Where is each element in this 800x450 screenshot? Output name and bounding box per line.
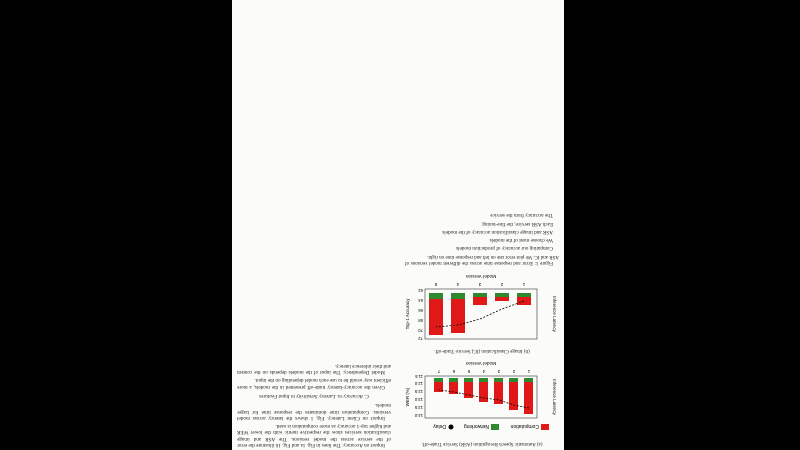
figure-b: [405, 268, 559, 352]
bar-b-net-3: [473, 293, 487, 297]
x-tick-a-4: 4: [482, 369, 486, 374]
bar-b-net-2: [495, 293, 509, 297]
section-heading-c: C. Accuracy vs. Latency Sensitivity to Input Features: [259, 392, 369, 399]
figure-a-title: (a) Automatic Speech Recognition (ASR) Service Trade-off.: [421, 441, 543, 446]
figure-b-ylabel: Inference Latency: [552, 295, 557, 332]
y2-tick-a-4: 12.5: [414, 389, 423, 394]
figure-1-caption: Figure 1: Error and response time across the different model versions of ASR and IC. We plot error rate on left and response time on right.: [405, 254, 559, 266]
left-paragraph-1: Comparing our accuracy of production models: [456, 245, 553, 252]
paper-page: [232, 0, 564, 450]
x-tick-a-3: 3: [497, 369, 501, 374]
x-tick-b-5: 5: [434, 281, 438, 287]
y2-tick-b-2: 64: [418, 297, 423, 303]
bar-a-5: [464, 380, 473, 398]
x-tick-b-3: 3: [478, 281, 482, 287]
legend-computation-swatch: [541, 424, 549, 430]
left-column: [405, 210, 559, 448]
bar-a-net-5: [464, 378, 473, 382]
left-paragraph-4: Each ASR service, the fine-tuning: [482, 220, 553, 227]
y2-tick-a-3: 13.0: [414, 397, 423, 402]
left-paragraph-3: ASR and image classification accuracy of the models: [442, 228, 553, 235]
legend-networking-label: Networking: [463, 423, 489, 429]
legend-delay-label: Delay: [433, 423, 446, 429]
bar-a-net-2: [509, 378, 518, 382]
figure-b-y2-ticks: [418, 288, 423, 341]
bar-a-net-7: [434, 378, 443, 382]
x-tick-b-2: 2: [500, 281, 504, 287]
figure-b-y2label: Top-1 Accuracy: [405, 298, 410, 330]
rotated-page-content: [232, 0, 564, 450]
right-column: [237, 360, 391, 448]
right-paragraph-1: Impact on Accuracy. The lines in Fig. 1a and Fig. 1b illustrate the error of the service across the model versions. The ASR and image classification services show the respective metric with the lower WER and higher top-1 accuracy as more computation is used.: [237, 423, 391, 448]
bar-a-net-6: [449, 378, 458, 382]
y2-tick-b-4: 68: [418, 317, 423, 323]
right-paragraph-3: Given the accuracy-latency trade-off presented in the models, a more efficient way would be to use each model depending on the input.: [237, 377, 391, 390]
y2-tick-b-3: 66: [418, 307, 423, 313]
bar-b-net-1: [517, 293, 531, 297]
y2-tick-a-2: 13.5: [414, 405, 423, 410]
bar-a-3: [494, 380, 503, 404]
x-tick-a-7: 7: [437, 369, 441, 374]
figure-a-y2-ticks: [414, 374, 423, 418]
x-tick-a-2: 2: [512, 369, 516, 374]
left-paragraph-2: We choose most of the models: [489, 237, 553, 244]
bar-a-net-3: [494, 378, 503, 382]
bar-b-net-4: [451, 293, 465, 299]
figure-a: [405, 356, 559, 446]
figure-b-title: (b) Image Classification (IC) Service Trade-off.: [434, 347, 530, 353]
left-paragraph-5: The accuracy from the service: [490, 212, 553, 219]
x-tick-a-5: 5: [467, 369, 471, 374]
x-tick-b-1: 1: [522, 281, 526, 287]
y2-tick-a-6: 11.5: [415, 374, 423, 379]
bar-a-net-1: [524, 378, 533, 382]
bar-b-5: [429, 295, 443, 335]
figure-a-xlabel: Model Version: [465, 360, 497, 365]
figure-a-y2label: WER (%): [405, 387, 410, 407]
bar-a-1: [524, 380, 533, 414]
figure-a-chart: [405, 358, 559, 438]
figure-a-ylabel: Inference Latency: [552, 379, 557, 415]
x-tick-b-4: 4: [456, 281, 460, 287]
figure-a-bars: [434, 378, 533, 414]
y2-tick-b-6: 72: [418, 335, 423, 341]
y2-tick-b-1: 62: [418, 287, 423, 293]
bar-b-4: [451, 295, 465, 333]
legend-delay-marker: [449, 425, 454, 430]
bar-a-2: [509, 380, 518, 410]
bar-a-net-4: [479, 378, 488, 382]
figure-a-x-ticks: [437, 369, 530, 374]
y2-tick-a-5: 12.0: [414, 381, 423, 386]
y2-tick-a-1: 14.0: [414, 413, 423, 418]
figure-b-x-ticks: [434, 282, 525, 287]
x-tick-a-6: 6: [452, 369, 456, 374]
right-paragraph-2: Impact on Client Latency. Fig. 1 shows the latency across model versions. Computation time dominates the response time for larger models.: [237, 402, 391, 421]
right-paragraph-4: Model Dependency. The input of the models depends on the content and their inference latency.: [237, 362, 391, 376]
figure-b-bars: [429, 293, 531, 335]
legend-networking-swatch: [491, 424, 499, 430]
legend-computation-label: Computation: [510, 423, 539, 429]
y2-tick-b-5: 70: [418, 327, 423, 333]
figure-b-xlabel: Model Version: [465, 272, 497, 278]
x-tick-a-1: 1: [527, 369, 531, 374]
bar-b-net-5: [429, 293, 443, 299]
figure-b-chart: [405, 271, 559, 345]
